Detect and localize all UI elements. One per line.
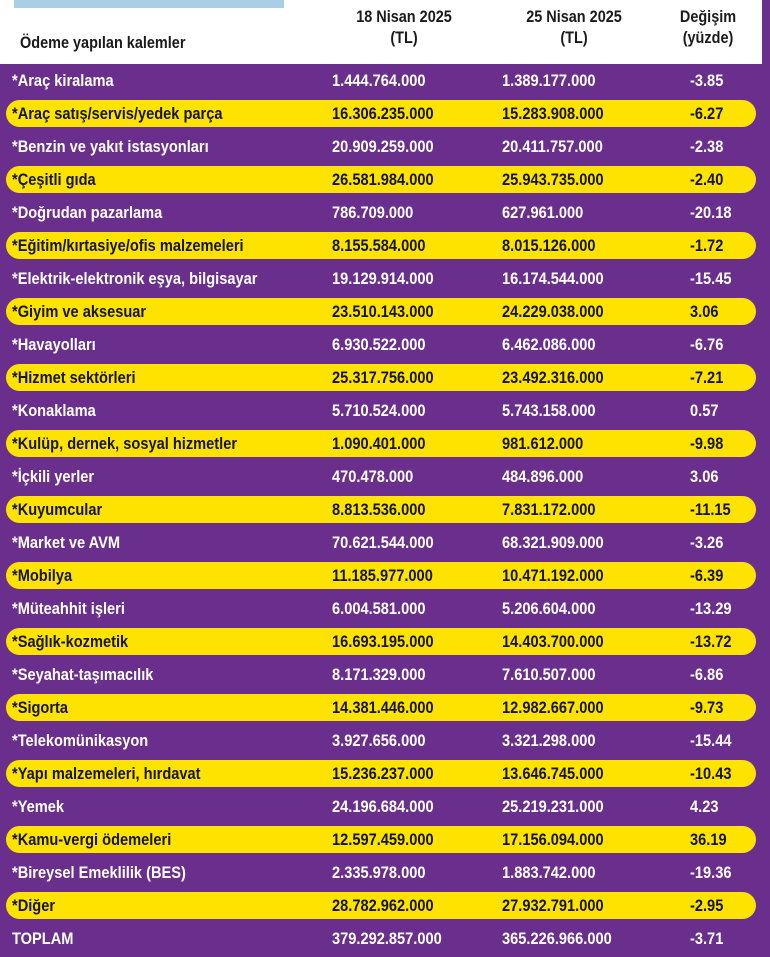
row-change: 0.57	[690, 401, 719, 420]
row-value-april-18: 6.004.581.000	[332, 599, 426, 618]
row-value-april-18: 470.478.000	[332, 467, 414, 486]
row-value-april-25: 8.015.126.000	[502, 236, 596, 255]
row-value-april-25: 981.612.000	[502, 434, 584, 453]
row-value-april-18: 15.236.237.000	[332, 764, 434, 783]
header-col-april-25-date: 25 Nisan 2025	[526, 7, 622, 26]
row-item: *Kuyumcular	[12, 500, 103, 519]
row-change: -13.72	[690, 632, 732, 651]
table-row	[0, 130, 762, 163]
table-body	[0, 64, 762, 955]
table-row	[0, 262, 762, 295]
row-change: -10.43	[690, 764, 732, 783]
row-value-april-18: 3.927.656.000	[332, 731, 426, 750]
header-col-april-25	[501, 6, 647, 48]
row-item: *Sağlık-kozmetik	[12, 632, 129, 651]
row-change: 36.19	[690, 830, 727, 849]
row-value-april-18: 8.155.584.000	[332, 236, 426, 255]
row-item: *Elektrik-elektronik eşya, bilgisayar	[12, 269, 258, 288]
row-item: *Araç kiralama	[12, 71, 114, 90]
row-value-april-18: 24.196.684.000	[332, 797, 434, 816]
row-value-april-25: 17.156.094.000	[502, 830, 604, 849]
row-value-april-25: 20.411.757.000	[502, 137, 603, 156]
header-items-label: Ödeme yapılan kalemler	[20, 33, 186, 52]
row-change: 3.06	[690, 302, 719, 321]
row-value-april-25: 10.471.192.000	[502, 566, 604, 585]
row-item: *Diğer	[12, 896, 56, 915]
row-item: *Mobilya	[12, 566, 73, 585]
header-col-change-title: Değişim	[679, 7, 737, 26]
row-item: *Bireysel Emeklilik (BES)	[12, 863, 186, 882]
row-change: -1.72	[690, 236, 724, 255]
row-change: -15.44	[690, 731, 732, 750]
row-value-april-25: 484.896.000	[502, 467, 584, 486]
header-col-change	[667, 6, 749, 48]
row-value-april-18: 16.306.235.000	[332, 104, 434, 123]
row-value-april-25: 5.743.158.000	[502, 401, 596, 420]
row-item: *Kamu-vergi ödemeleri	[12, 830, 172, 849]
row-change: -2.40	[690, 170, 724, 189]
row-change: -3.85	[690, 71, 724, 90]
row-change: -11.15	[690, 500, 731, 519]
row-change: -2.38	[690, 137, 724, 156]
table-row	[0, 724, 762, 757]
table-header	[0, 0, 762, 64]
row-value-april-25: 3.321.298.000	[502, 731, 596, 750]
table-row	[0, 97, 762, 130]
row-value-april-18: 6.930.522.000	[332, 335, 426, 354]
row-value-april-18: 1.444.764.000	[332, 71, 426, 90]
row-value-april-18: 8.813.536.000	[332, 500, 426, 519]
row-value-april-18: 19.129.914.000	[332, 269, 434, 288]
row-value-april-25: 14.403.700.000	[502, 632, 604, 651]
row-value-april-18: 2.335.978.000	[332, 863, 426, 882]
row-item: *Sigorta	[12, 698, 69, 717]
row-value-april-25: 15.283.908.000	[502, 104, 604, 123]
row-value-april-18: 11.185.977.000	[332, 566, 433, 585]
row-change: -7.21	[690, 368, 724, 387]
row-change: -3.26	[690, 533, 724, 552]
total-row	[0, 922, 762, 955]
row-value-april-25: 13.646.745.000	[502, 764, 604, 783]
row-change: -2.95	[690, 896, 724, 915]
row-value-april-25: 68.321.909.000	[502, 533, 604, 552]
row-value-april-18: 8.171.329.000	[332, 665, 426, 684]
total-change: -3.71	[690, 929, 724, 948]
row-value-april-18: 12.597.459.000	[332, 830, 434, 849]
total-value-april-18: 379.292.857.000	[332, 929, 442, 948]
table-row	[0, 625, 762, 658]
row-change: -6.27	[690, 104, 724, 123]
row-change: -9.98	[690, 434, 724, 453]
row-item: *Araç satış/servis/yedek parça	[12, 104, 223, 123]
table-row	[0, 493, 762, 526]
table-row	[0, 856, 762, 889]
row-change: -9.73	[690, 698, 724, 717]
row-change: -13.29	[690, 599, 732, 618]
header-col-change-unit: (yüzde)	[682, 28, 734, 47]
row-item: *Havayolları	[12, 335, 96, 354]
table-row	[0, 229, 762, 262]
row-value-april-25: 627.961.000	[502, 203, 584, 222]
total-label: TOPLAM	[12, 929, 74, 948]
table-row	[0, 790, 762, 823]
row-value-april-25: 25.943.735.000	[502, 170, 604, 189]
row-item: *Eğitim/kırtasiye/ofis malzemeleri	[12, 236, 244, 255]
row-value-april-25: 6.462.086.000	[502, 335, 596, 354]
table-row	[0, 559, 762, 592]
table-row	[0, 889, 762, 922]
row-item: *Konaklama	[12, 401, 96, 420]
row-value-april-18: 5.710.524.000	[332, 401, 426, 420]
header-col-april-18-date: 18 Nisan 2025	[356, 7, 452, 26]
row-item: *Yapı malzemeleri, hırdavat	[12, 764, 201, 783]
row-item: *Kulüp, dernek, sosyal hizmetler	[12, 434, 238, 453]
row-item: *Telekomünikasyon	[12, 731, 149, 750]
table-row	[0, 526, 762, 559]
table-row	[0, 394, 762, 427]
row-value-april-25: 16.174.544.000	[502, 269, 604, 288]
table-row	[0, 427, 762, 460]
row-item: *Seyahat-taşımacılık	[12, 665, 154, 684]
row-item: *Giyim ve aksesuar	[12, 302, 147, 321]
row-item: *Hizmet sektörleri	[12, 368, 136, 387]
row-change: 3.06	[690, 467, 719, 486]
row-value-april-25: 1.389.177.000	[502, 71, 596, 90]
row-change: -6.86	[690, 665, 724, 684]
table-row	[0, 295, 762, 328]
row-change: -6.39	[690, 566, 724, 585]
table-row	[0, 757, 762, 790]
row-change: -20.18	[690, 203, 732, 222]
row-value-april-25: 7.831.172.000	[502, 500, 596, 519]
table-row	[0, 64, 762, 97]
table-row	[0, 196, 762, 229]
row-item: *Market ve AVM	[12, 533, 121, 552]
header-col-april-25-unit: (TL)	[560, 28, 588, 47]
row-value-april-25: 1.883.742.000	[502, 863, 596, 882]
row-change: -15.45	[690, 269, 732, 288]
row-value-april-25: 7.610.507.000	[502, 665, 596, 684]
row-value-april-18: 16.693.195.000	[332, 632, 434, 651]
row-item: *İçkili yerler	[12, 467, 95, 486]
row-item: *Yemek	[12, 797, 65, 816]
table-row	[0, 328, 762, 361]
table-row	[0, 691, 762, 724]
table-row	[0, 163, 762, 196]
table-row	[0, 460, 762, 493]
table-row	[0, 592, 762, 625]
row-value-april-18: 20.909.259.000	[332, 137, 434, 156]
table-row	[0, 658, 762, 691]
row-change: -6.76	[690, 335, 724, 354]
row-item: *Doğrudan pazarlama	[12, 203, 163, 222]
row-value-april-25: 27.932.791.000	[502, 896, 604, 915]
row-value-april-18: 1.090.401.000	[332, 434, 426, 453]
header-col-april-18	[331, 6, 477, 48]
row-item: *Benzin ve yakıt istasyonları	[12, 137, 209, 156]
row-value-april-25: 25.219.231.000	[502, 797, 604, 816]
row-value-april-18: 70.621.544.000	[332, 533, 434, 552]
header-col-april-18-unit: (TL)	[390, 28, 418, 47]
row-value-april-25: 24.229.038.000	[502, 302, 604, 321]
row-value-april-25: 5.206.604.000	[502, 599, 596, 618]
total-value-april-25: 365.226.966.000	[502, 929, 612, 948]
table-row	[0, 361, 762, 394]
row-value-april-25: 12.982.667.000	[502, 698, 604, 717]
row-value-april-18: 14.381.446.000	[332, 698, 434, 717]
row-change: 4.23	[690, 797, 719, 816]
row-value-april-18: 26.581.984.000	[332, 170, 434, 189]
row-change: -19.36	[690, 863, 732, 882]
row-value-april-18: 25.317.756.000	[332, 368, 434, 387]
row-item: *Çeşitli gıda	[12, 170, 96, 189]
row-item: *Müteahhit işleri	[12, 599, 125, 618]
header-accent-bar	[14, 0, 284, 8]
row-value-april-18: 786.709.000	[332, 203, 414, 222]
row-value-april-25: 23.492.316.000	[502, 368, 604, 387]
row-value-april-18: 23.510.143.000	[332, 302, 434, 321]
row-value-april-18: 28.782.962.000	[332, 896, 434, 915]
table-row	[0, 823, 762, 856]
